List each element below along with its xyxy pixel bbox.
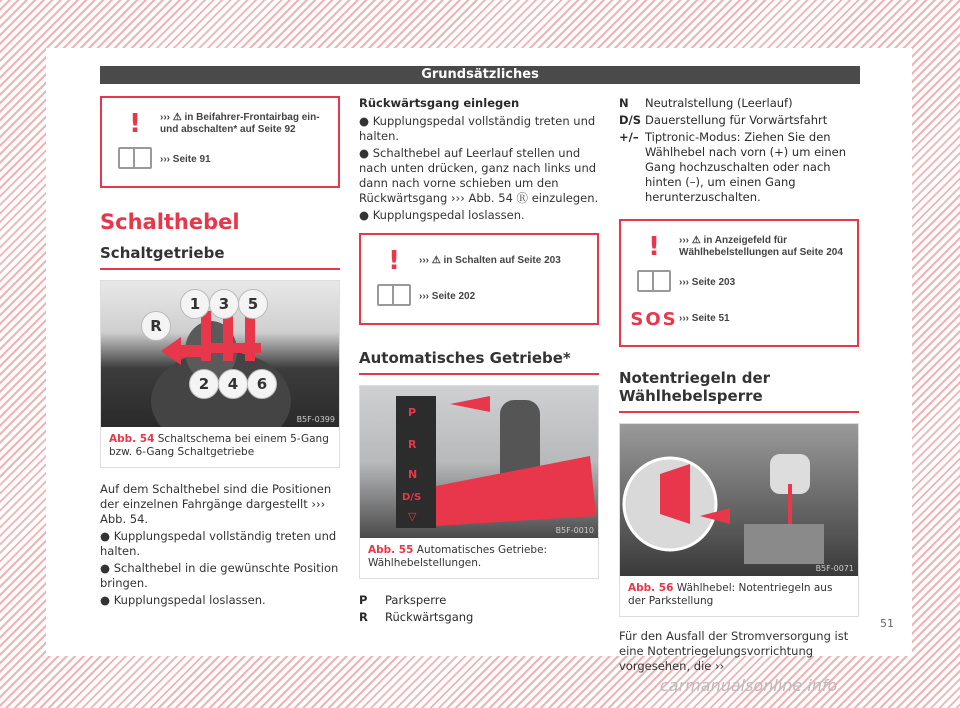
figure-caption bbox=[101, 427, 339, 467]
list-item: +/– Tiptronic-Modus: Ziehen Sie den Wählhebel nach vorn (+) um einen Gang hochzuschalten oder nach hinten (–), um einen Gang herunterzuschalten. bbox=[619, 130, 847, 204]
bullet-item: ● Kupplungspedal vollständig treten und halten. bbox=[100, 529, 337, 558]
book-row bbox=[110, 142, 330, 178]
position-p: P bbox=[408, 406, 417, 419]
figure-code: B5F-0399 bbox=[296, 415, 335, 424]
body-text bbox=[100, 482, 340, 608]
figure-54 bbox=[100, 280, 340, 468]
warning-ref[interactable]: ››› ⚠ in Schalten auf Seite 203 bbox=[419, 255, 561, 266]
page-ref[interactable]: ››› Seite 91 bbox=[160, 154, 211, 165]
figure-code: B5F-0010 bbox=[555, 526, 594, 535]
gear-shift-image bbox=[101, 281, 339, 427]
section-title: Schalthebel bbox=[100, 210, 240, 234]
position-r: R bbox=[408, 438, 417, 451]
selector-illustration bbox=[360, 386, 598, 538]
gear-label: 6 bbox=[247, 369, 277, 399]
warning-row bbox=[110, 106, 330, 142]
sos-icon: SOS bbox=[630, 308, 678, 330]
list-item: P Parksperre bbox=[359, 593, 447, 607]
position-list bbox=[359, 593, 599, 625]
gear-label: 5 bbox=[238, 289, 268, 319]
warning-row bbox=[629, 229, 849, 265]
release-illustration bbox=[620, 424, 858, 576]
position-list bbox=[619, 96, 859, 205]
list-item: D/S Dauerstellung für Vorwärtsfahrt bbox=[619, 113, 828, 127]
exclamation-icon: ! bbox=[388, 246, 400, 276]
intro-paragraph: Auf dem Schalthebel sind die Positionen der einzelnen Fahrgänge dargestellt ››› Abb. 54. bbox=[100, 482, 332, 526]
subsection-title: Notentriegeln der Wählhebelsperre bbox=[619, 369, 859, 413]
emergency-release-image bbox=[620, 424, 858, 576]
caption-number: Abb. 54 bbox=[109, 433, 155, 445]
warning-row bbox=[369, 243, 589, 279]
caption-number: Abb. 55 bbox=[368, 544, 414, 556]
book-row bbox=[369, 279, 589, 315]
figure-caption bbox=[620, 576, 858, 616]
subsection-title: Schaltgetriebe bbox=[100, 244, 340, 270]
column-2 bbox=[359, 96, 599, 627]
bullet-item: ● Schalthebel in die gewünschte Position bringen. bbox=[100, 561, 339, 590]
page-number: 51 bbox=[880, 617, 894, 630]
column-3 bbox=[619, 96, 859, 674]
sos-row bbox=[629, 301, 849, 337]
figure-code: B5F-0071 bbox=[815, 564, 854, 573]
bullet-item: ● Kupplungspedal loslassen. bbox=[359, 208, 525, 222]
subsection-title: Automatisches Getriebe* bbox=[359, 349, 599, 375]
gear-label: 1 bbox=[180, 289, 210, 319]
reverse-heading: Rückwärtsgang einlegen bbox=[359, 96, 520, 110]
book-row bbox=[629, 265, 849, 301]
gear-label: R bbox=[141, 311, 171, 341]
caption-text: Schaltschema bei einem 5-Gang bzw. 6-Gang Schaltgetriebe bbox=[109, 433, 329, 458]
bullet-item: ● Kupplungspedal loslassen. bbox=[100, 593, 266, 607]
auto-gearbox-image bbox=[360, 386, 598, 538]
page-header: Grundsätzliches bbox=[100, 66, 860, 84]
warning-box bbox=[100, 96, 340, 188]
book-icon bbox=[369, 284, 419, 310]
gear-label: 3 bbox=[209, 289, 239, 319]
page-ref[interactable]: ››› Seite 202 bbox=[419, 291, 476, 302]
body-text bbox=[359, 114, 599, 223]
exclamation-icon: ! bbox=[129, 109, 141, 139]
figure-55 bbox=[359, 385, 599, 579]
watermark: carmanualsonline.info bbox=[660, 676, 838, 695]
warning-box bbox=[359, 233, 599, 325]
column-1 bbox=[100, 96, 340, 610]
figure-caption bbox=[360, 538, 598, 578]
book-icon bbox=[110, 147, 160, 173]
page-ref[interactable]: ››› Seite 203 bbox=[679, 277, 736, 288]
gear-label: 2 bbox=[189, 369, 219, 399]
bullet-item: ● Kupplungspedal vollständig treten und halten. bbox=[359, 114, 596, 143]
caption-text: Wählhebel: Notentriegeln aus der Parkstellung bbox=[628, 582, 833, 607]
gear-label: 4 bbox=[218, 369, 248, 399]
caption-number: Abb. 56 bbox=[628, 582, 674, 594]
list-item: R Rückwärtsgang bbox=[359, 610, 474, 624]
warning-ref[interactable]: ››› ⚠ in Anzeigefeld für Wählhebelstellungen auf Seite 204 bbox=[679, 235, 843, 258]
book-icon bbox=[629, 270, 679, 296]
body-text: Für den Ausfall der Stromversorgung ist eine Notentriegelungsvorrichtung vorgesehen, die ›› bbox=[619, 629, 849, 673]
position-ds: D/S bbox=[402, 492, 422, 503]
caption-text: Automatisches Getriebe: Wählhebelstellungen. bbox=[368, 544, 548, 569]
exclamation-icon: ! bbox=[648, 232, 660, 262]
figure-56 bbox=[619, 423, 859, 617]
position-arrow: ▽ bbox=[408, 510, 417, 523]
warning-box bbox=[619, 219, 859, 347]
page-ref[interactable]: ››› Seite 51 bbox=[679, 313, 730, 324]
warning-ref[interactable]: ››› ⚠ in Beifahrer-Frontairbag ein- und abschalten* auf Seite 92 bbox=[160, 112, 320, 135]
list-item: N Neutralstellung (Leerlauf) bbox=[619, 96, 793, 110]
bullet-item: ● Schalthebel auf Leerlauf stellen und nach unten drücken, ganz nach links und dann nach vorne schieben um den Rückwärtsgang ››› Abb. 54 Ⓡ einzulegen. bbox=[359, 146, 599, 205]
position-n: N bbox=[408, 468, 418, 481]
